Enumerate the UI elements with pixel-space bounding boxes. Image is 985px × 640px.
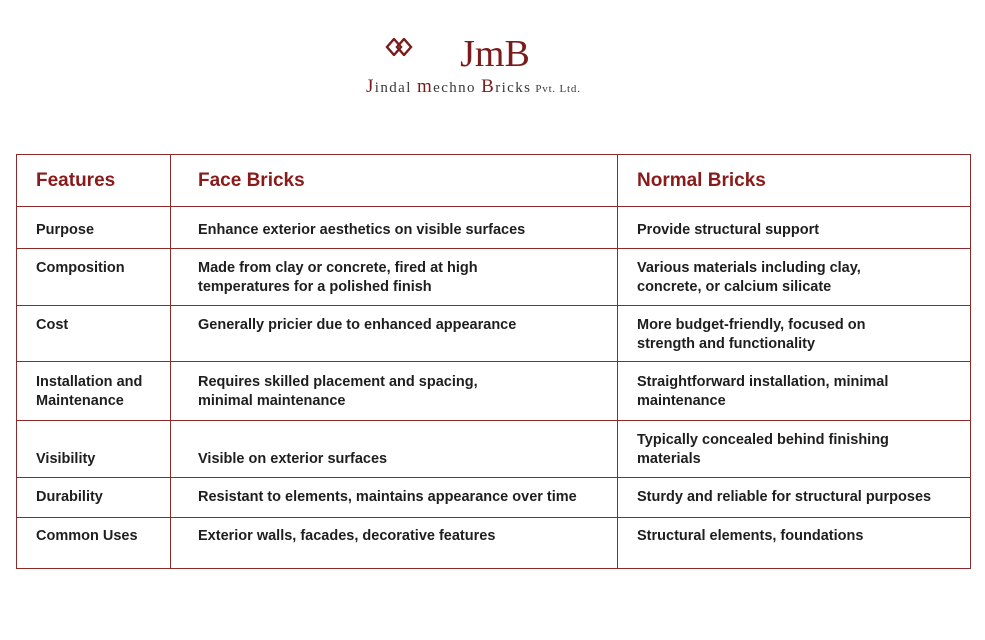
feature-cell: Durability xyxy=(17,478,171,518)
normal-bricks-cell: Sturdy and reliable for structural purposes xyxy=(618,478,971,518)
table-header-row xyxy=(17,155,971,207)
normal-bricks-cell: Various materials including clay, concrete, or calcium silicate xyxy=(618,249,971,306)
comparison-table xyxy=(16,154,970,569)
table-row xyxy=(17,362,971,421)
svg-text:JmB: JmB xyxy=(460,33,530,74)
header-normal-bricks: Normal Bricks xyxy=(618,155,971,207)
face-bricks-cell: Exterior walls, facades, decorative features xyxy=(171,518,618,569)
table-row xyxy=(17,249,971,306)
table-row xyxy=(17,518,971,569)
header-features: Features xyxy=(17,155,171,207)
feature-cell: Cost xyxy=(17,306,171,362)
face-bricks-cell: Visible on exterior surfaces xyxy=(171,421,618,478)
company-logo xyxy=(360,32,630,102)
table-row xyxy=(17,207,971,249)
normal-bricks-cell: More budget-friendly, focused on strength and functionality xyxy=(618,306,971,362)
logo-monogram xyxy=(455,32,535,74)
normal-bricks-cell: Straightforward installation, minimal maintenance xyxy=(618,362,971,421)
normal-bricks-cell: Structural elements, foundations xyxy=(618,518,971,569)
face-bricks-cell: Resistant to elements, maintains appearance over time xyxy=(171,478,618,518)
feature-cell: Purpose xyxy=(17,207,171,249)
feature-cell: Installation and Maintenance xyxy=(17,362,171,421)
interlocking-diamonds-icon xyxy=(385,38,413,56)
face-bricks-cell: Made from clay or concrete, fired at high temperatures for a polished finish xyxy=(171,249,618,306)
company-suffix: Pvt. Ltd. xyxy=(535,83,581,95)
header-face-bricks: Face Bricks xyxy=(171,155,618,207)
table-row xyxy=(17,421,971,478)
feature-cell: Common Uses xyxy=(17,518,171,569)
normal-bricks-cell: Provide structural support xyxy=(618,207,971,249)
face-bricks-cell: Requires skilled placement and spacing, minimal maintenance xyxy=(171,362,618,421)
face-bricks-cell: Generally pricier due to enhanced appearance xyxy=(171,306,618,362)
feature-cell: Composition xyxy=(17,249,171,306)
table-row xyxy=(17,478,971,518)
feature-cell: Visibility xyxy=(17,421,171,478)
table-row xyxy=(17,306,971,362)
normal-bricks-cell: Typically concealed behind finishing materials xyxy=(618,421,971,478)
company-name: Jindal mechno Bricks Pvt. Ltd. xyxy=(366,76,581,97)
face-bricks-cell: Enhance exterior aesthetics on visible surfaces xyxy=(171,207,618,249)
